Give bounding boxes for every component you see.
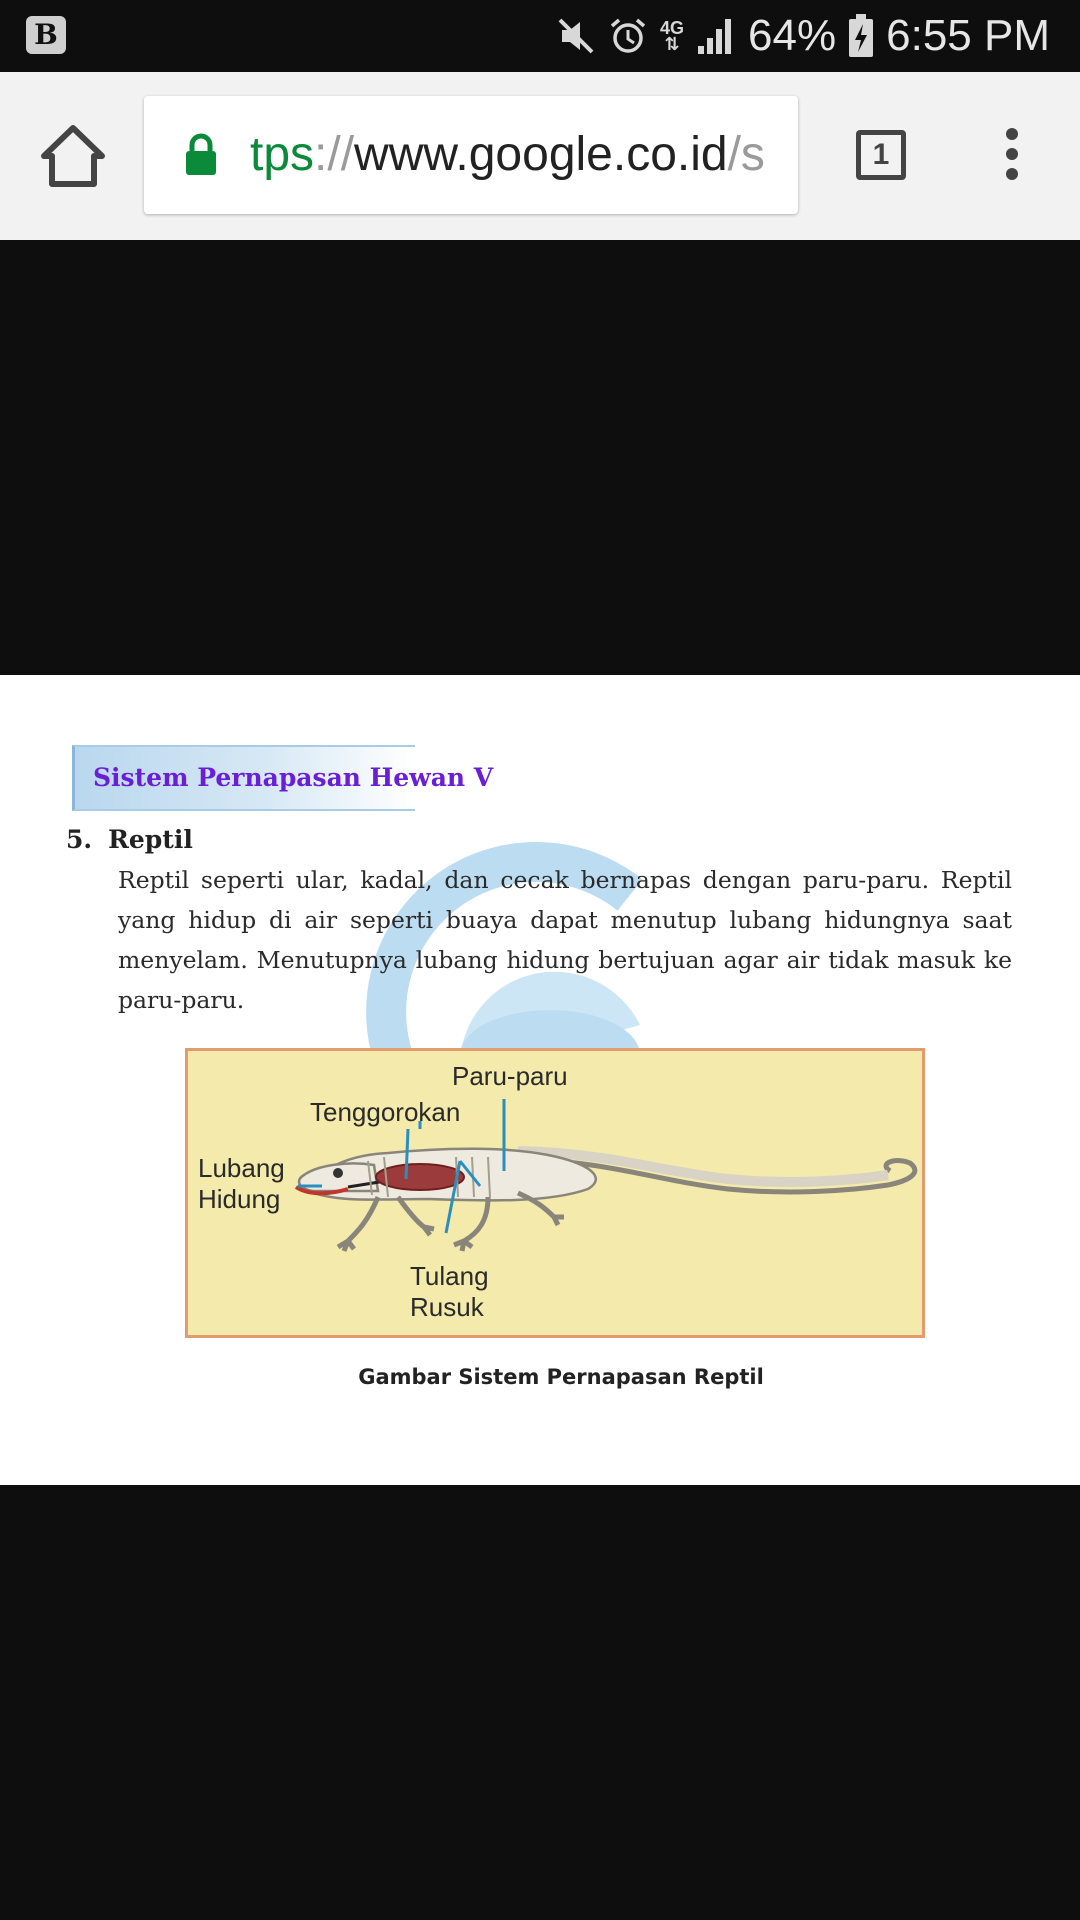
lock-icon bbox=[184, 132, 218, 176]
url-text: tps://www.google.co.id/s bbox=[250, 128, 765, 181]
label-tulang-rusuk: Tulang Rusuk bbox=[410, 1261, 489, 1322]
figure-caption: Gambar Sistem Pernapasan Reptil bbox=[358, 1365, 764, 1389]
battery-charging-icon bbox=[848, 14, 874, 58]
label-tenggorokan: Tenggorokan bbox=[310, 1097, 461, 1127]
network-type-indicator: 4G ⇅ bbox=[660, 18, 685, 54]
section-title: Reptil bbox=[108, 825, 193, 854]
status-icons bbox=[556, 0, 1050, 72]
page-title: Sistem Pernapasan Hewan V bbox=[93, 763, 494, 792]
viewer-background-bottom bbox=[0, 1485, 1080, 1920]
battery-percentage: 64% bbox=[748, 11, 837, 60]
clock: 6:55 PM bbox=[886, 11, 1050, 60]
lizard-illustration bbox=[188, 1051, 922, 1335]
home-icon[interactable] bbox=[40, 122, 106, 188]
viewed-image[interactable] bbox=[0, 675, 1080, 1485]
viewer-background-top bbox=[0, 240, 1080, 675]
section-number: 5. bbox=[66, 825, 93, 854]
section-heading bbox=[66, 825, 193, 854]
status-bar bbox=[0, 0, 1080, 72]
body-paragraph: Reptil seperti ular, kadal, dan cecak bernapas dengan paru-paru. Reptil yang hidup di air seperti buaya dapat menutup lubang hidungnya saat menyelam. Menutupnya lubang hidung bertujuan agar air tidak masuk ke paru-paru. bbox=[118, 866, 1012, 1014]
url-bar[interactable] bbox=[144, 96, 798, 214]
tab-switcher-button[interactable]: 1 bbox=[856, 130, 906, 180]
app-notification-icon: B bbox=[26, 16, 66, 54]
title-banner bbox=[72, 745, 494, 811]
signal-icon bbox=[696, 16, 736, 56]
alarm-icon bbox=[608, 16, 648, 56]
label-paru-paru: Paru-paru bbox=[452, 1061, 568, 1091]
mute-icon bbox=[556, 16, 596, 56]
browser-toolbar bbox=[0, 72, 1080, 240]
respiratory-diagram bbox=[185, 1048, 925, 1338]
label-lubang-hidung: Lubang Hidung bbox=[198, 1153, 285, 1214]
overflow-menu-icon[interactable] bbox=[990, 128, 1034, 184]
